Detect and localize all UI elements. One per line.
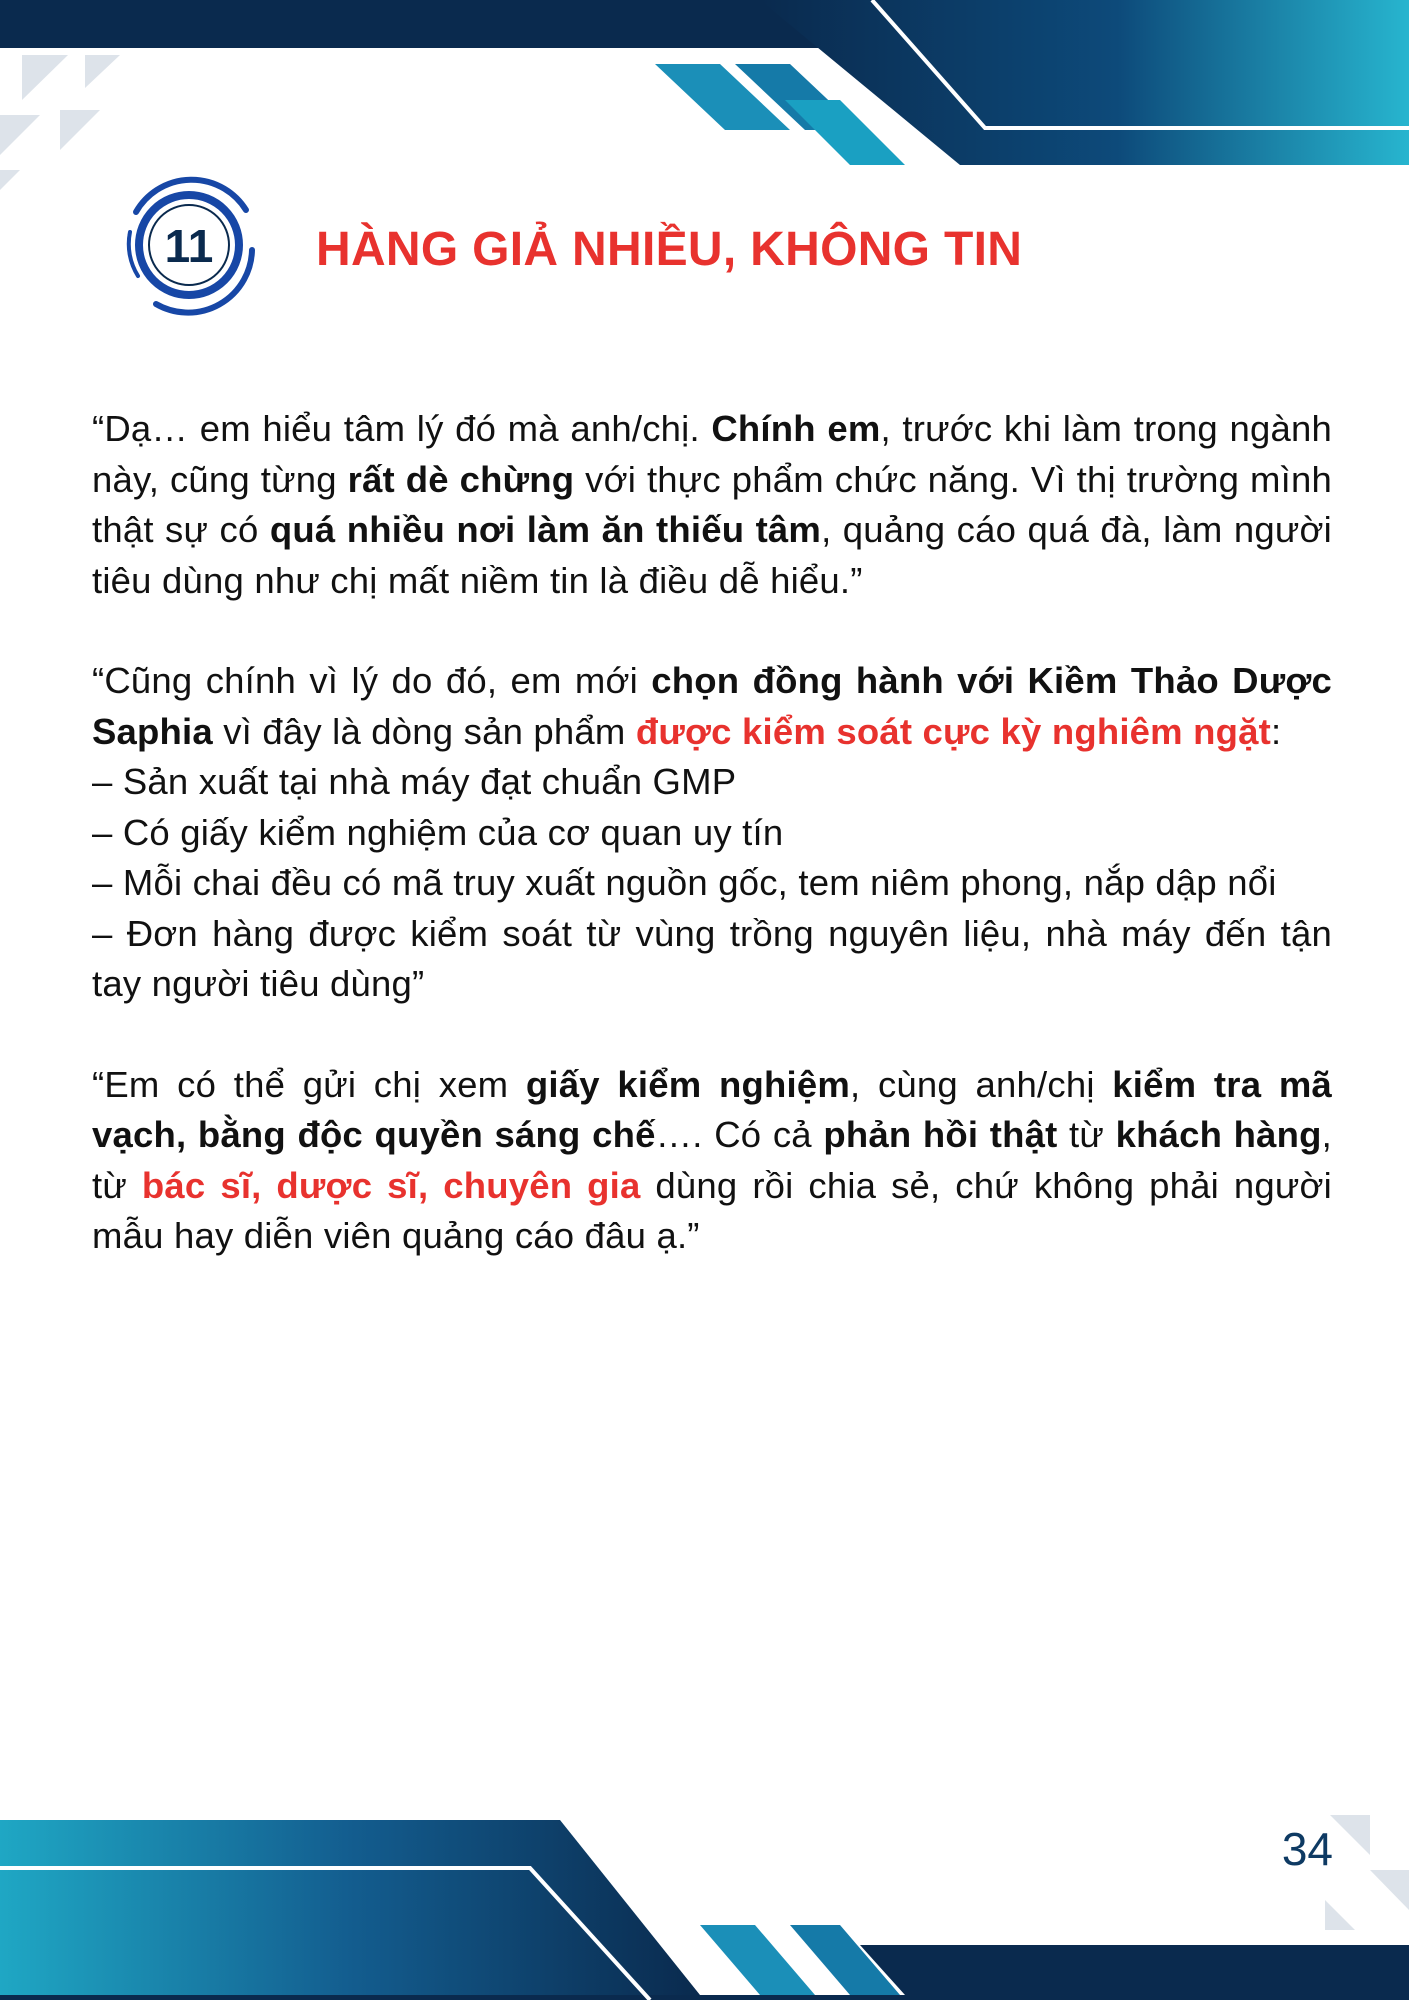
top-banner — [0, 0, 1409, 165]
text-run: , từ — [92, 1114, 1332, 1206]
list-item: – Có giấy kiểm nghiệm của cơ quan uy tín — [92, 811, 784, 853]
text-run: , quảng cáo quá đà, làm người tiêu dùng như chị mất niềm tin là điều dễ hiểu.” — [92, 509, 1332, 601]
bold-run: chọn đồng hành với Kiềm Thảo Dược Saphia — [92, 660, 1332, 752]
section-number: 11 — [164, 220, 214, 272]
section-number-badge — [116, 172, 262, 318]
page-title: HÀNG GIẢ NHIỀU, KHÔNG TIN — [316, 223, 1023, 276]
text-run: “Cũng chính vì lý do đó, em mới — [92, 660, 652, 701]
page-number: 34 — [1281, 1823, 1333, 1875]
bold-run: rất dè chừng — [347, 458, 575, 500]
text-run: vì đây là dòng sản phẩm — [212, 710, 636, 752]
bottom-banner — [0, 1815, 1409, 2000]
text-run: với thực phẩm chức năng. Vì thị trường mình thật sự có — [92, 458, 1332, 550]
highlight-run: bác sĩ, dược sĩ, chuyên gia — [141, 1164, 641, 1206]
text-run: …. Có cả — [655, 1114, 824, 1155]
bold-run: Chính em — [711, 408, 881, 449]
text-run: , cùng anh/chị — [849, 1063, 1113, 1105]
bold-run: quá nhiều nơi làm ăn thiếu tâm — [269, 509, 822, 550]
bold-run: giấy kiểm nghiệm — [525, 1063, 850, 1105]
paragraph-3 — [92, 1060, 1332, 1262]
list-item: – Mỗi chai đều có mã truy xuất nguồn gốc, tem niêm phong, nắp dập nổi — [92, 862, 1277, 903]
list-item: – Đơn hàng được kiểm soát từ vùng trồng nguyên liệu, nhà máy đến tận tay người tiêu dùng” — [92, 912, 1332, 1004]
text-run: , trước khi làm trong ngành này, cũng từng — [92, 408, 1332, 500]
list-item: – Sản xuất tại nhà máy đạt chuẩn GMP — [92, 761, 737, 802]
text-run: “Em có thể gửi chị xem — [92, 1063, 526, 1105]
text-run: từ — [1057, 1114, 1116, 1155]
body-content — [92, 404, 1332, 1262]
bold-run: kiểm tra mã vạch, bằng độc quyền sáng chế — [92, 1063, 1332, 1155]
text-run: : — [1271, 710, 1282, 752]
bold-run: phản hồi thật — [823, 1114, 1058, 1155]
highlight-run: được kiểm soát cực kỳ nghiêm ngặt — [635, 710, 1272, 752]
paragraph-2 — [92, 656, 1332, 757]
text-run: “Dạ… em hiểu tâm lý đó mà anh/chị. — [92, 408, 712, 449]
paragraph-1 — [92, 404, 1332, 606]
text-run: dùng rồi chia sẻ, chứ không phải người mẫu hay diễn viên quảng cáo đâu ạ.” — [92, 1164, 1332, 1256]
top-left-triangles — [0, 55, 120, 190]
bold-run: khách hàng — [1115, 1114, 1322, 1155]
